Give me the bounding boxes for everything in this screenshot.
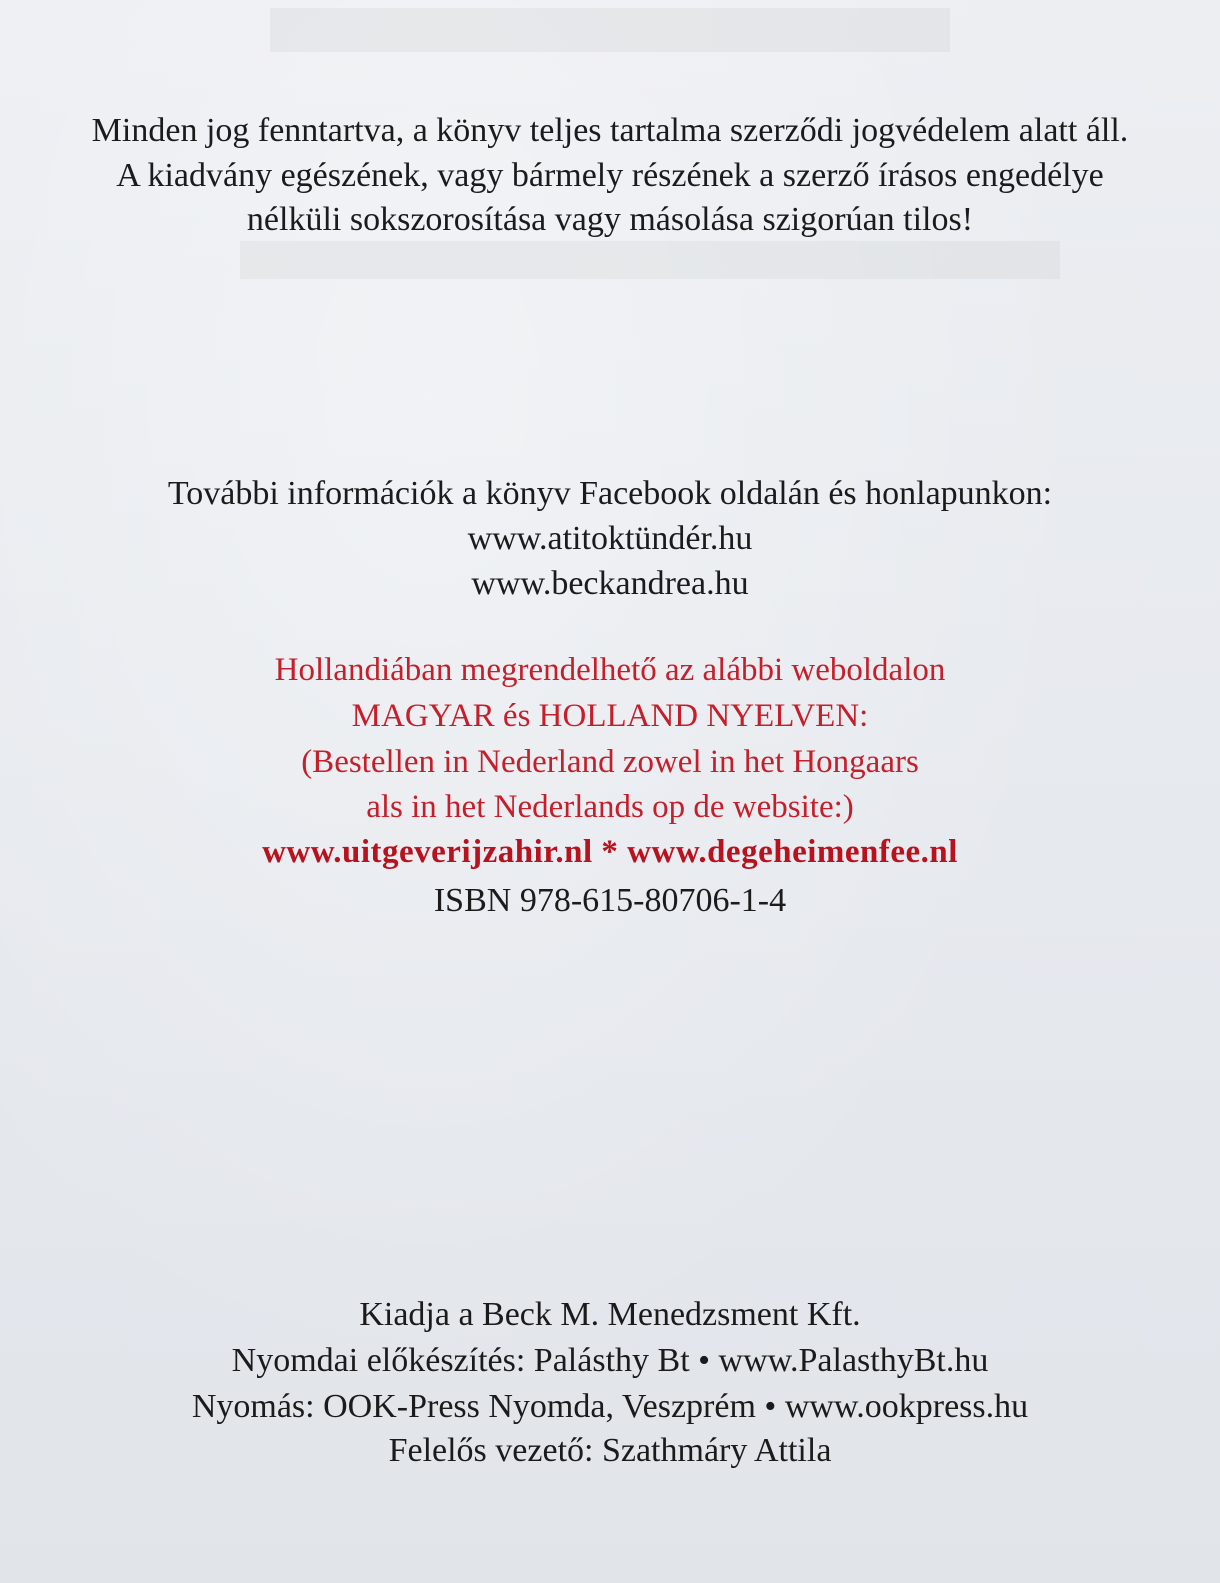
publisher-line-4: Felelős vezető: Szathmáry Attila: [388, 1432, 832, 1469]
website-link-1: www.atitoktündér.hu: [467, 520, 753, 557]
copyright-line-1: Minden jog fenntartva, a könyv teljes tartalma szerződi jogvédelem alatt áll.: [91, 112, 1129, 149]
nl-order-line-2: MAGYAR és HOLLAND NYELVEN:: [351, 698, 869, 734]
info-intro: További információk a könyv Facebook oldalán és honlapunkon:: [167, 475, 1053, 512]
nl-order-line-3: (Bestellen in Nederland zowel in het Hongaars: [301, 744, 919, 780]
bleed-through-shadow-2: [0, 235, 1220, 285]
copyright-line-2: A kiadvány egészének, vagy bármely részének a szerző írásos engedélye: [116, 157, 1104, 194]
bleed-through-shadow: [0, 0, 1220, 60]
publisher-line-2: Nyomdai előkészítés: Palásthy Bt • www.PalasthyBt.hu: [231, 1342, 989, 1379]
bleed-through-shape: [0, 0, 1220, 60]
isbn: ISBN 978-615-80706-1-4: [433, 882, 787, 919]
nl-order-links: www.uitgeverijzahir.nl * www.degeheimenfee.nl: [262, 834, 958, 870]
bleed-through-shape-2: [0, 235, 1220, 285]
nl-order-line-1: Hollandiában megrendelhető az alábbi weboldalon: [274, 652, 946, 688]
nl-order-line-4: als in het Nederlands op de website:): [366, 789, 854, 825]
publisher-line-3: Nyomás: OOK-Press Nyomda, Veszprém • www.ookpress.hu: [191, 1388, 1029, 1425]
copyright-line-3: nélküli sokszorosítása vagy másolása szigorúan tilos!: [246, 201, 974, 238]
website-link-2: www.beckandrea.hu: [471, 565, 749, 602]
publisher-line-1: Kiadja a Beck M. Menedzsment Kft.: [359, 1296, 861, 1333]
